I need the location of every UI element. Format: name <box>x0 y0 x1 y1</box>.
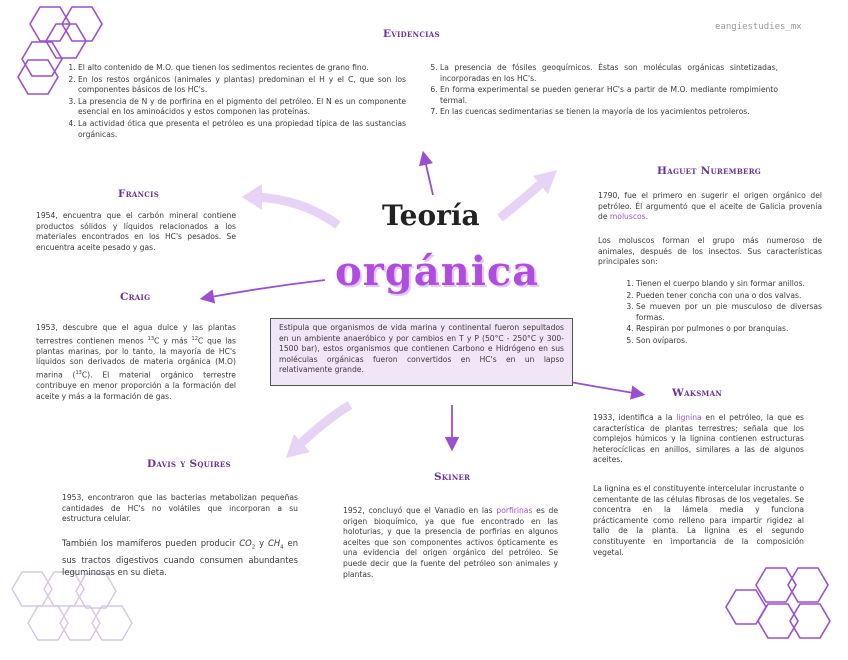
francis-title: Francis <box>118 188 160 200</box>
waksman-p1: 1933, identifica a la lignina en el petróleo, la que es característica de plantas terrestres; señala que los complejos húmicos y la lignina contienen estructuras heterocíclicas en anillos, similares a las de algunos aceites. <box>593 413 804 465</box>
list-item: 1. El alto contenido de M.O. que tienen los sedimentos recientes de grano fino. <box>78 63 406 74</box>
list-item: 5. Son ovíparos. <box>636 336 822 347</box>
watermark: eangiestudies_mx <box>715 22 802 32</box>
haguet-p2: Los moluscos forman el grupo más numeroso de animales, después de los insectos. Sus características principales son: <box>598 236 822 267</box>
list-item: 4. Respiran por pulmones o por branquias. <box>636 324 822 335</box>
evidencias-list-left <box>56 63 406 141</box>
highlight-lignina: lignina <box>676 413 702 422</box>
haguet-title: Haguet Nuremberg <box>657 165 762 177</box>
davis-text-2: También los mamíferos pueden producir $CO_2$ y $CH_4$ en sus tractos digestivos cuando consumen abundantes leguminosas en su dieta. <box>62 538 299 578</box>
list-item: 2. En los restos orgánicos (animales y plantas) predominan el H y el C, que son los componentes básicos de los HC's. <box>78 75 406 96</box>
davis-title: Davis y Squires <box>147 458 231 470</box>
title-line-1: Teoría <box>382 199 480 232</box>
title-line-2: orgánica <box>335 248 540 295</box>
waksman-title: Waksman <box>672 387 723 399</box>
list-item: 1. Tienen el cuerpo blando y sin formar anillos. <box>636 279 822 290</box>
list-item: 5. La presencia de fósiles geoquímicos. Éstas son moléculas orgánicas sintetizadas, incorporadas en los HC's. <box>440 63 778 84</box>
list-item: 3. Se mueven por un pie musculoso de diversas formas. <box>636 302 822 323</box>
francis-text: 1954, encuentra que el carbón mineral contiene productos sólidos y líquidos relacionados a los materiales encontrados en los HC's pesados. Se encuentra aceite pesado y gas. <box>36 211 236 252</box>
list-item: 7. En las cuencas sedimentarias se tienen la mayoría de los yacimientos petroleros. <box>440 107 778 118</box>
hexagon-decoration-bottom-right <box>716 560 846 655</box>
skiner-text: 1952, concluyó que el Vanadio en las porfirinas es de origen bioquímico, ya que fue encontrado en las holoturias, y que la presencia de porfirias en algunos aceites que son componentes activos ópticamente es una evidencia del origen orgánico del petróleo. Se puede decir que la fuente del petróleo son animales y plantas. <box>343 506 559 579</box>
craig-title: Craig <box>120 291 151 303</box>
center-definition-box: Estipula que organismos de vida marina y continental fueron sepultados en un ambiente anaeróbico y por cambios en T y P (50°C - 250°C y 300-1500 bar), estos organismos que contienen Carbono e Hidrógeno en sus moléculas orgánicas fueron convertidos en HC's en un lapso relativamente grande. <box>270 318 573 386</box>
highlight-moluscos: moluscos <box>609 212 646 222</box>
list-item: 6. En forma experimental se pueden generar HC's a partir de M.O. mediante rompimiento termal. <box>440 85 778 106</box>
davis-text-1: 1953, encontraron que las bacterias metabolizan pequeñas cantidades de HC's no volátiles que incorporan a su estructura celular. <box>62 493 298 524</box>
evidencias-title: Evidencias <box>383 28 440 40</box>
list-item: 4. La actividad ótica que presenta el petróleo es una propiedad típica de las sustancias orgánicas. <box>78 119 406 140</box>
craig-text: 1953, descubre que el agua dulce y las plantas terrestres contienen menos $^{13}$C y más $^{12}$C que las plantas marinas, por lo tanto, la mayoría de HC's líquidos son derivados de materia orgánica (M.O) marina ($^{13}$C). El material orgánico terrestre contribuye en menor proporción a la formación del aceite y más a la formación de gas. <box>36 323 237 401</box>
skiner-title: Skiner <box>434 471 471 483</box>
list-item: 3. La presencia de N y de porfirina en el pigmento del petróleo. El N es un componente esencial en los aminoácidos y estos componen las proteínas. <box>78 97 406 118</box>
list-item: 2. Pueden tener concha con una o dos valvas. <box>636 291 822 302</box>
haguet-p1: 1790, fue el primero en sugerir el origen orgánico del petróleo. Él argumentó que el aceite de Galicia provenía de moluscos. <box>598 191 822 222</box>
highlight-porfirinas: porfirinas <box>496 506 533 515</box>
waksman-p2: La lignina es el constituyente intercelular incrustante o cementante de las células fibrosas de los vegetales. Se concentra en la lámela media y funciona prácticamente como relleno para impartir rigidez al tallo de la planta. La lignina es el segundo constituyente en importancia de la composición vegetal. <box>593 484 804 557</box>
evidencias-list-right <box>418 63 778 119</box>
haguet-list <box>614 279 822 348</box>
